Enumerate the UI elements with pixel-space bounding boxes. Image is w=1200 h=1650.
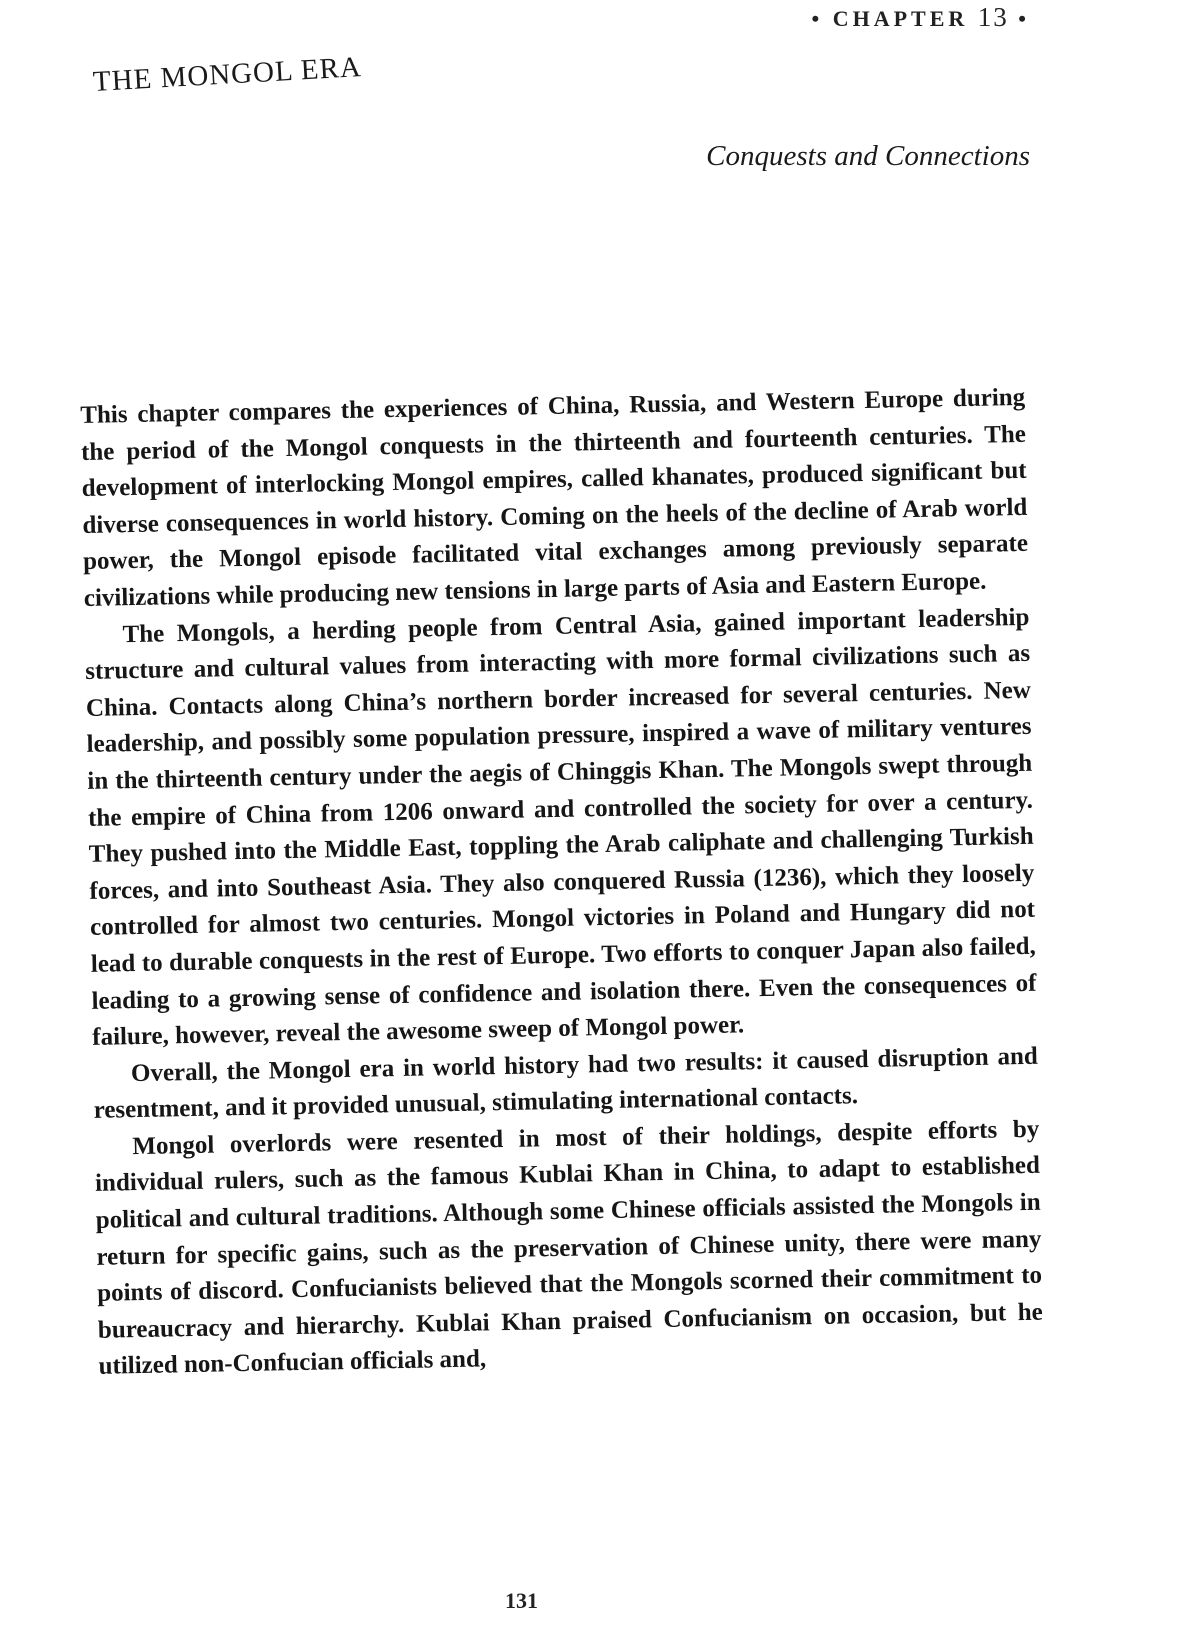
chapter-number: 13 [977,2,1009,32]
paragraph-2: The Mongols, a herding people from Central Asia, gained important leadership structure and cultural values from interacting with more formal civilizations such as China. Contacts along China’s northern border increased for several centuries. New leadership, and possibly some population pressure, inspired a wave of military ventures in the thirteenth century under the aegis of Chinggis Khan. The Mongols swept through the empire of China from 1206 onward and controlled the society for over a century. They pushed into the Middle East, toppling the Arab caliphate and challenging Turkish forces, and into Southeast Asia. They also conquered Russia (1236), which they loosely controlled for almost two centuries. Mongol victories in Poland and Hungary did not lead to durable conquests in the rest of Europe. Two efforts to conquer Japan also failed, leading to a growing sense of confidence and isolation there. Even the consequences of failure, however, reveal the awesome sweep of Mongol power. [84,603,1037,1051]
paragraph-1: This chapter compares the experiences of China, Russia, and Western Europe during the period of the Mongol conquests in the thirteenth and fourteenth centuries. The development of interlocking Mongol empires, called khanates, produced significant but diverse consequences in world history. Coming on the heels of the decline of Arab world power, the Mongol episode facilitated vital exchanges among previously separate civilizations while producing new tensions in large parts of Asia and Eastern Europe. [80,383,1029,612]
paragraph-3: Overall, the Mongol era in world history had two results: it caused disruption and resentment, and it provided unusual, stimulating international contacts. [93,1042,1039,1125]
body-text [80,380,1044,1386]
chapter-subtitle: Conquests and Connections [706,140,1030,172]
chapter-title: THE MONGOL ERA [92,51,363,99]
page-number: 131 [505,1588,538,1613]
chapter-label: • CHAPTER [811,6,969,31]
chapter-suffix: • [1018,6,1030,31]
chapter-header [812,2,1030,33]
paragraph-4: Mongol overlords were resented in most of their holdings, despite efforts by individual rulers, such as the famous Kublai Khan in China, to adapt to established political and cultural traditions. Although some Chinese officials assisted the Mongols in return for specific gains, such as the preservation of Chinese unity, there were many points of discord. Confucianists believed that the Mongols scorned their commitment to bureaucracy and hierarchy. Kublai Khan praised Confucianism on occasion, but he utilized non-Confucian officials and, [94,1115,1043,1381]
